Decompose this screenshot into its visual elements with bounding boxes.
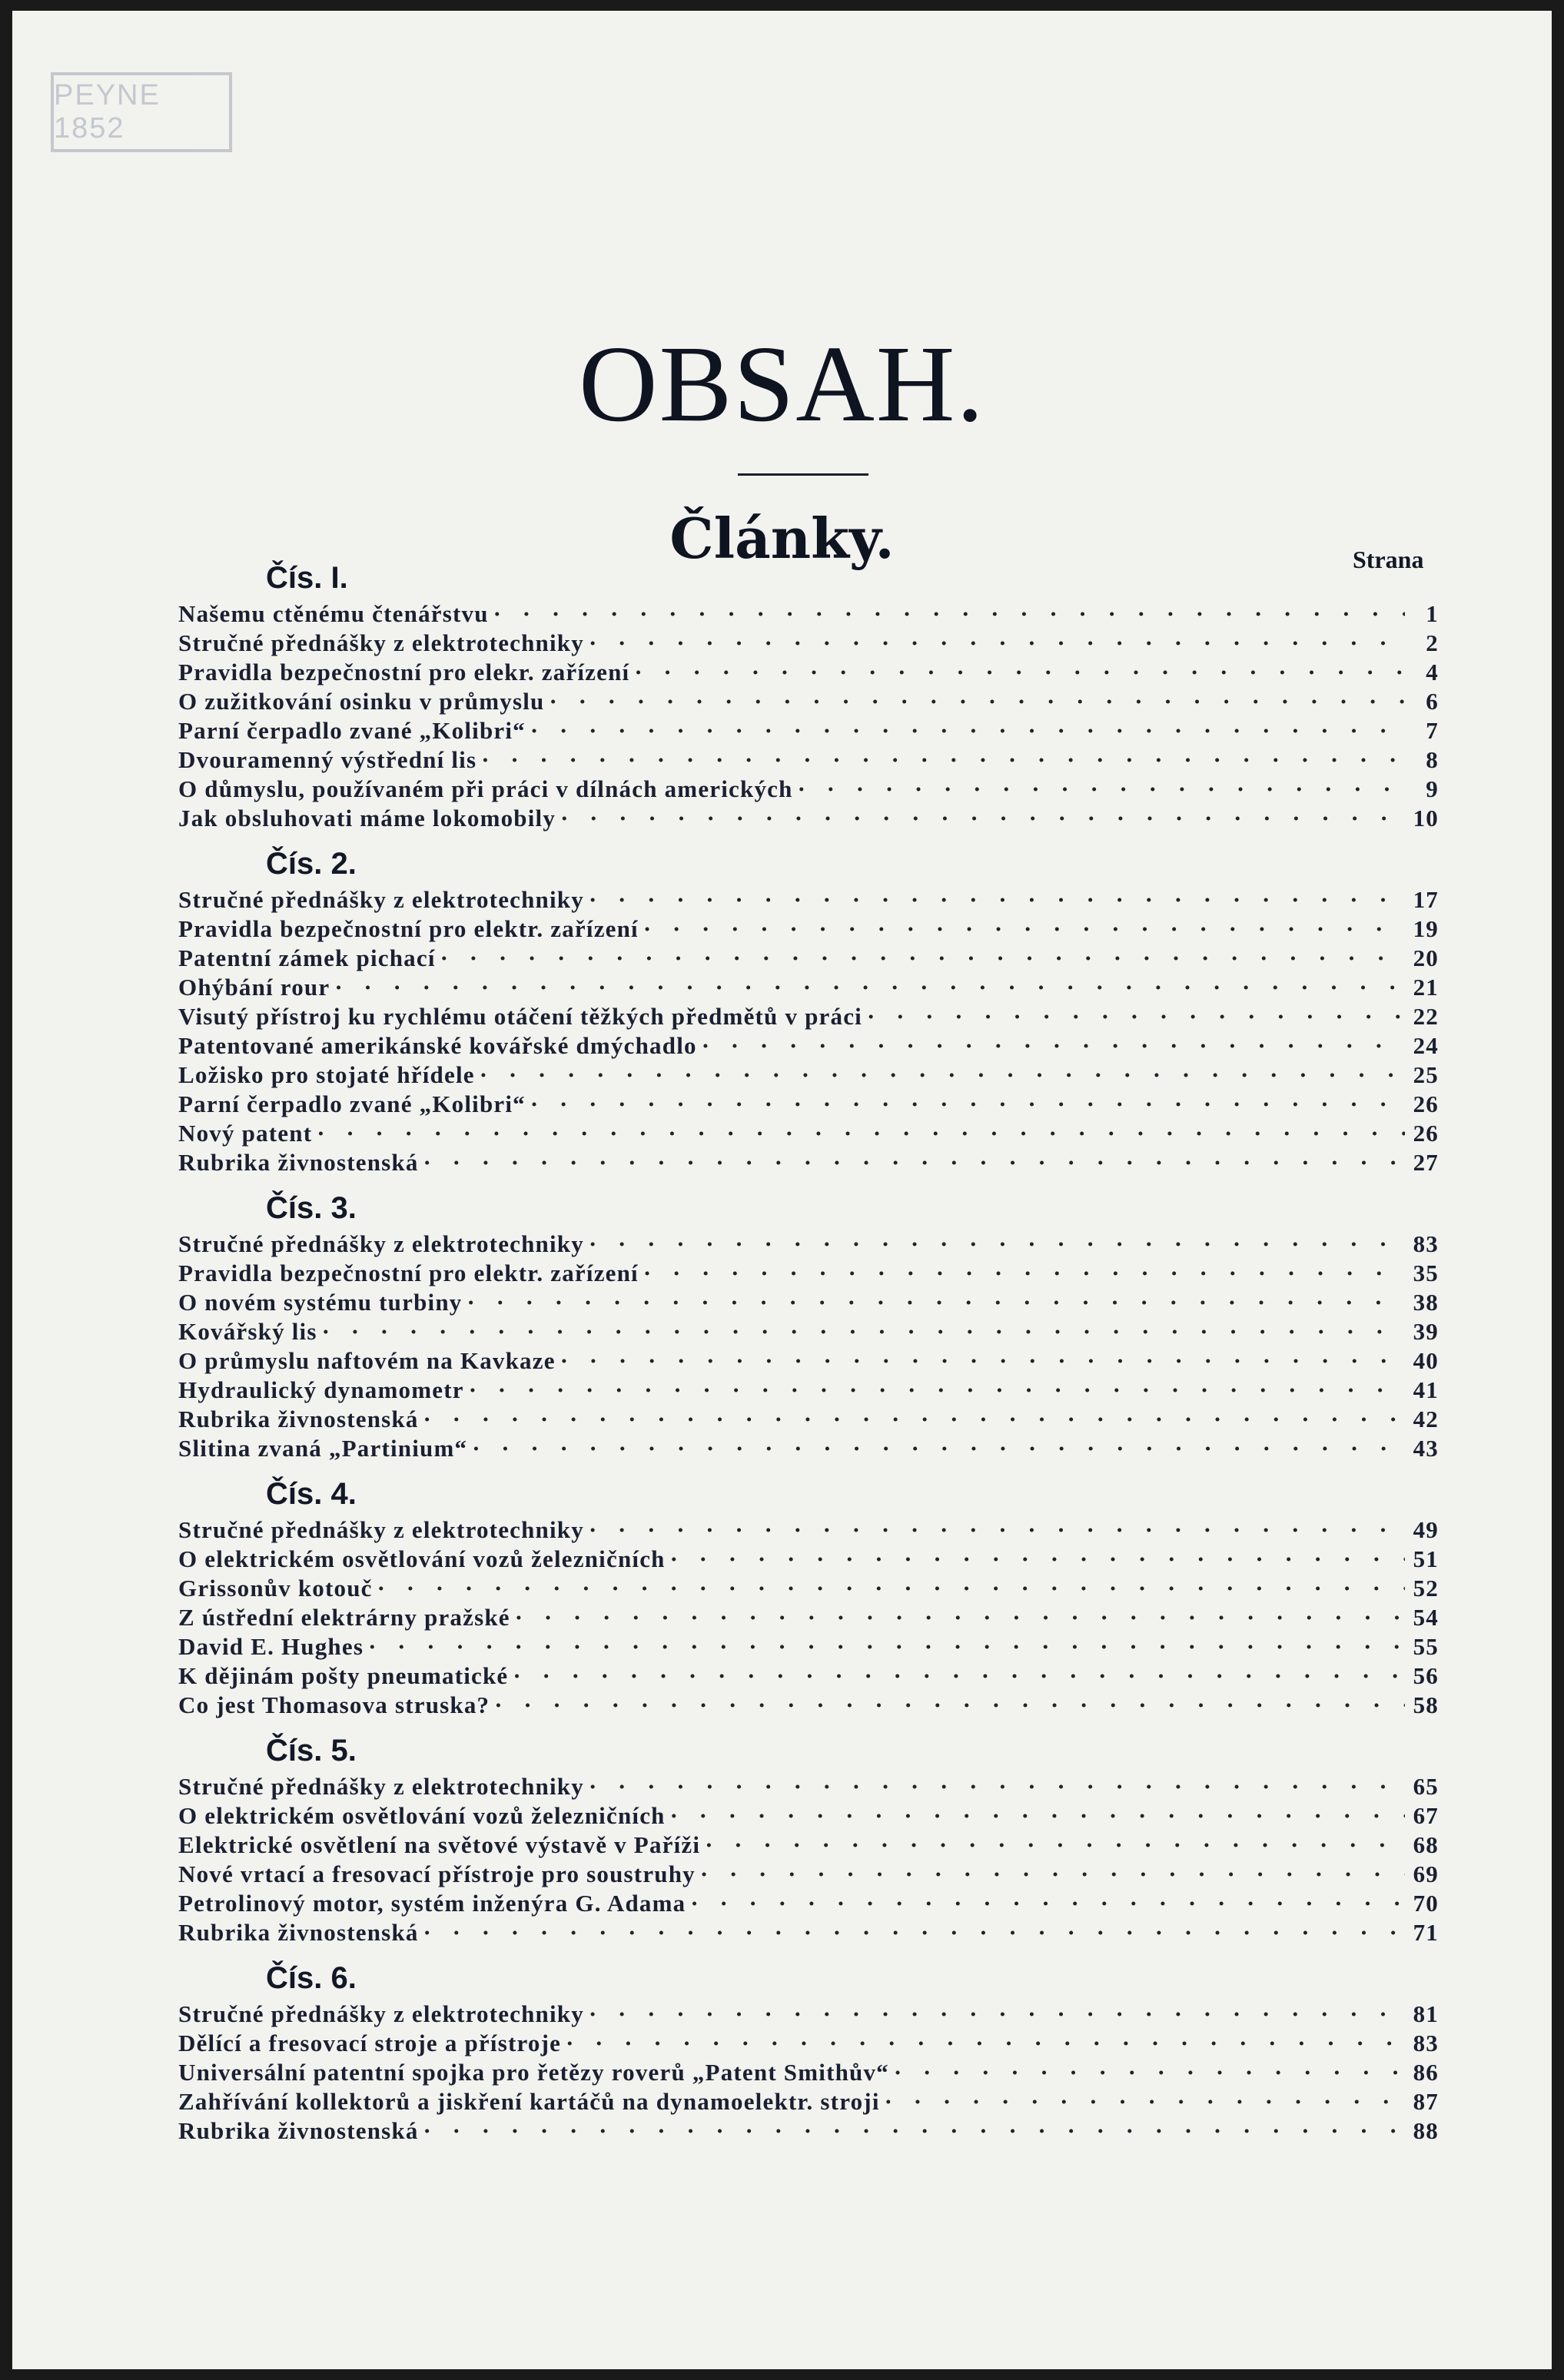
table-of-contents xyxy=(178,556,1439,2146)
entry-page-number: 86 xyxy=(1413,2059,1439,2086)
dot-leader xyxy=(561,2029,1405,2058)
entry-title: O průmyslu naftovém na Kavkaze xyxy=(178,1347,556,1374)
entry-page-number: 87 xyxy=(1413,2088,1439,2115)
entry-title: Universální patentní spojka pro řetězy roverů „Patent Smithův“ xyxy=(178,2059,889,2086)
dot-leader xyxy=(317,1317,1405,1346)
entry-title: Stručné přednášky z elektrotechniky xyxy=(178,1230,584,1257)
entry-page-number: 19 xyxy=(1413,915,1439,942)
entry-title: Hydraulický dynamometr xyxy=(178,1376,464,1403)
entry-title: Kovářský lis xyxy=(178,1318,317,1345)
library-stamp: PEYNE 1852 xyxy=(51,72,232,152)
toc-entry xyxy=(178,1772,1439,1801)
toc-entry xyxy=(178,2058,1439,2087)
entry-page-number: 24 xyxy=(1413,1032,1439,1059)
toc-entry xyxy=(178,973,1439,1002)
entry-title: Elektrické osvětlení na světové výstavě v Paříži xyxy=(178,1831,701,1858)
entry-title: K dějinám pošty pneumatické xyxy=(178,1662,509,1689)
section-heading: Články. xyxy=(669,506,895,571)
toc-entry xyxy=(178,1545,1439,1574)
toc-entry xyxy=(178,745,1439,775)
entry-title: Nový patent xyxy=(178,1120,313,1147)
toc-entry xyxy=(178,1230,1439,1259)
toc-entry xyxy=(178,1889,1439,1918)
entry-page-number: 10 xyxy=(1413,805,1439,832)
dot-leader xyxy=(584,2000,1405,2029)
title-divider xyxy=(738,473,868,476)
dot-leader xyxy=(889,2058,1405,2087)
entry-title: Stručné přednášky z elektrotechniky xyxy=(178,629,584,656)
dot-leader xyxy=(700,1831,1405,1860)
dot-leader xyxy=(330,973,1405,1002)
toc-entry xyxy=(178,1090,1439,1119)
entry-title: Ohýbání rour xyxy=(178,974,330,1001)
entry-page-number: 6 xyxy=(1426,688,1439,715)
entry-title: Stručné přednášky z elektrotechniky xyxy=(178,886,584,913)
dot-leader xyxy=(584,629,1405,658)
entry-title: Rubrika živnostenská xyxy=(178,2117,419,2144)
entry-page-number: 4 xyxy=(1426,659,1439,685)
dot-leader xyxy=(419,1148,1405,1177)
dot-leader xyxy=(584,885,1405,914)
toc-entry xyxy=(178,716,1439,745)
entry-page-number: 58 xyxy=(1413,1691,1439,1718)
dot-leader xyxy=(697,1031,1405,1061)
toc-entry xyxy=(178,2087,1439,2116)
entry-title: Stručné přednášky z elektrotechniky xyxy=(178,2000,584,2027)
entry-title: Rubrika živnostenská xyxy=(178,1406,419,1432)
dot-leader xyxy=(508,1661,1405,1691)
issue-heading: Čís. 3. xyxy=(266,1191,357,1225)
entry-title: Pravidla bezpečnostní pro elektr. zařízení xyxy=(178,1260,639,1286)
entry-page-number: 65 xyxy=(1413,1773,1439,1800)
toc-entry xyxy=(178,1603,1439,1632)
toc-entry xyxy=(178,1831,1439,1860)
entry-title: Dělící a fresovací stroje a přístroje xyxy=(178,2030,562,2056)
toc-entry xyxy=(178,944,1439,973)
toc-entry xyxy=(178,1346,1439,1376)
toc-entry xyxy=(178,1288,1439,1317)
toc-entry xyxy=(178,1061,1439,1090)
entry-page-number: 7 xyxy=(1426,717,1439,744)
issue-heading: Čís. 5. xyxy=(266,1734,357,1768)
entry-page-number: 40 xyxy=(1413,1347,1439,1374)
entry-page-number: 49 xyxy=(1413,1516,1439,1543)
entry-title: Co jest Thomasova struska? xyxy=(178,1691,490,1718)
dot-leader xyxy=(490,1691,1405,1720)
entry-title: Rubrika živnostenská xyxy=(178,1149,419,1176)
entry-page-number: 52 xyxy=(1413,1575,1439,1602)
entry-title: O elektrickém osvětlování vozů železničních xyxy=(178,1545,666,1572)
entry-page-number: 8 xyxy=(1426,746,1439,773)
toc-entry xyxy=(178,775,1439,804)
entry-page-number: 39 xyxy=(1413,1318,1439,1345)
dot-leader xyxy=(462,1288,1405,1317)
dot-leader xyxy=(419,2116,1405,2146)
entry-page-number: 83 xyxy=(1413,2030,1439,2056)
dot-leader xyxy=(686,1889,1405,1918)
toc-entry xyxy=(178,885,1439,914)
dot-leader xyxy=(467,1434,1405,1463)
entry-page-number: 38 xyxy=(1413,1289,1439,1316)
dot-leader xyxy=(880,2087,1405,2116)
entry-title: Visutý přístroj ku rychlému otáčení těžkých předmětů v práci xyxy=(178,1003,862,1030)
dot-leader xyxy=(556,804,1405,833)
dot-leader xyxy=(419,1918,1405,1947)
entry-page-number: 21 xyxy=(1413,974,1439,1001)
dot-leader xyxy=(312,1119,1405,1148)
entry-page-number: 1 xyxy=(1426,600,1439,627)
entry-page-number: 68 xyxy=(1413,1831,1439,1858)
entry-title: Parní čerpadlo zvané „Kolibri“ xyxy=(178,1090,526,1117)
toc-entry xyxy=(178,804,1439,833)
entry-title: O zužitkování osinku v průmyslu xyxy=(178,688,545,715)
page-title: OBSAH. xyxy=(579,323,985,444)
entry-page-number: 41 xyxy=(1413,1376,1439,1403)
toc-entry xyxy=(178,1119,1439,1148)
dot-leader xyxy=(544,687,1405,716)
entry-page-number: 26 xyxy=(1413,1090,1439,1117)
entry-page-number: 25 xyxy=(1413,1061,1439,1088)
dot-leader xyxy=(666,1801,1405,1831)
dot-leader xyxy=(510,1603,1405,1632)
toc-entry xyxy=(178,1574,1439,1603)
toc-entry xyxy=(178,1031,1439,1061)
toc-entry xyxy=(178,1515,1439,1545)
entry-page-number: 42 xyxy=(1413,1406,1439,1432)
entry-page-number: 43 xyxy=(1413,1435,1439,1462)
dot-leader xyxy=(584,1230,1405,1259)
entry-page-number: 9 xyxy=(1426,775,1439,802)
entry-title: Grissonův kotouč xyxy=(178,1575,373,1602)
toc-entry xyxy=(178,1801,1439,1831)
entry-title: Jak obsluhovati máme lokomobily xyxy=(178,805,556,832)
dot-leader xyxy=(862,1002,1405,1031)
entry-page-number: 67 xyxy=(1413,1802,1439,1829)
dot-leader xyxy=(373,1574,1405,1603)
entry-page-number: 35 xyxy=(1413,1260,1439,1286)
entry-page-number: 71 xyxy=(1413,1919,1439,1946)
page-column-header: Strana xyxy=(1353,546,1424,573)
toc-entry xyxy=(178,687,1439,716)
toc-entry xyxy=(178,1376,1439,1405)
entry-title: Ložisko pro stojaté hřídele xyxy=(178,1061,475,1088)
entry-title: Z ústřední elektrárny pražské xyxy=(178,1604,510,1631)
dot-leader xyxy=(639,914,1405,944)
entry-title: O důmyslu, používaném při práci v dílnách amerických xyxy=(178,775,793,802)
toc-entry xyxy=(178,1860,1439,1889)
dot-leader xyxy=(793,775,1405,804)
dot-leader xyxy=(526,1090,1405,1119)
entry-page-number: 51 xyxy=(1413,1545,1439,1572)
entry-title: Patentované amerikánské kovářské dmýchadlo xyxy=(178,1032,697,1059)
entry-page-number: 55 xyxy=(1413,1633,1439,1660)
dot-leader xyxy=(584,1515,1405,1545)
toc-entry xyxy=(178,2116,1439,2146)
dot-leader xyxy=(696,1860,1405,1889)
toc-entry xyxy=(178,1918,1439,1947)
entry-title: O elektrickém osvětlování vozů železničních xyxy=(178,1802,666,1829)
issue-heading: Čís. 2. xyxy=(266,847,357,881)
issue-heading: Čís. 6. xyxy=(266,1961,357,1995)
entry-page-number: 20 xyxy=(1413,944,1439,971)
entry-title: Stručné přednášky z elektrotechniky xyxy=(178,1773,584,1800)
toc-entry xyxy=(178,2029,1439,2058)
entry-title: Patentní zámek pichací xyxy=(178,944,436,971)
dot-leader xyxy=(556,1346,1405,1376)
entry-page-number: 54 xyxy=(1413,1604,1439,1631)
entry-page-number: 81 xyxy=(1413,2000,1439,2027)
toc-entry xyxy=(178,1691,1439,1720)
entry-title: David E. Hughes xyxy=(178,1633,364,1660)
entry-page-number: 88 xyxy=(1413,2117,1439,2144)
entry-page-number: 56 xyxy=(1413,1662,1439,1689)
toc-entry xyxy=(178,2000,1439,2029)
entry-title: Petrolinový motor, systém inženýra G. Adama xyxy=(178,1890,686,1917)
entry-title: Rubrika živnostenská xyxy=(178,1919,419,1946)
dot-leader xyxy=(489,599,1405,629)
entry-title: Dvouramenný výstřední lis xyxy=(178,746,477,773)
dot-leader xyxy=(526,716,1405,745)
entry-page-number: 26 xyxy=(1413,1120,1439,1147)
toc-entry xyxy=(178,1405,1439,1434)
entry-page-number: 27 xyxy=(1413,1149,1439,1176)
dot-leader xyxy=(629,658,1405,687)
dot-leader xyxy=(464,1376,1405,1405)
entry-title: Pravidla bezpečnostní pro elektr. zařízení xyxy=(178,915,639,942)
entry-title: Parní čerpadlo zvané „Kolibri“ xyxy=(178,717,526,744)
entry-title: Našemu ctěnému čtenářstvu xyxy=(178,600,489,627)
toc-entry xyxy=(178,658,1439,687)
dot-leader xyxy=(477,745,1405,775)
entry-page-number: 17 xyxy=(1413,886,1439,913)
toc-entry xyxy=(178,1661,1439,1691)
entry-page-number: 22 xyxy=(1413,1003,1439,1030)
entry-title: Zahřívání kollektorů a jiskření kartáčů na dynamoelektr. stroji xyxy=(178,2088,880,2115)
dot-leader xyxy=(436,944,1405,973)
entry-page-number: 83 xyxy=(1413,1230,1439,1257)
entry-title: Slitina zvaná „Partinium“ xyxy=(178,1435,468,1462)
dot-leader xyxy=(639,1259,1405,1288)
entry-title: Nové vrtací a fresovací přístroje pro soustruhy xyxy=(178,1861,696,1887)
toc-entry xyxy=(178,1259,1439,1288)
toc-entry xyxy=(178,1317,1439,1346)
entry-title: Pravidla bezpečnostní pro elekr. zařízení xyxy=(178,659,630,685)
entry-page-number: 2 xyxy=(1426,629,1439,656)
entry-page-number: 69 xyxy=(1413,1861,1439,1887)
dot-leader xyxy=(666,1545,1405,1574)
toc-entry xyxy=(178,1434,1439,1463)
dot-leader xyxy=(584,1772,1405,1801)
issue-heading: Čís. I. xyxy=(266,561,348,595)
entry-page-number: 70 xyxy=(1413,1890,1439,1917)
toc-entry xyxy=(178,629,1439,658)
entry-title: O novém systému turbiny xyxy=(178,1289,463,1316)
toc-entry xyxy=(178,599,1439,629)
toc-entry xyxy=(178,914,1439,944)
entry-title: Stručné přednášky z elektrotechniky xyxy=(178,1516,584,1543)
dot-leader xyxy=(419,1405,1405,1434)
toc-entry xyxy=(178,1002,1439,1031)
toc-entry xyxy=(178,1148,1439,1177)
dot-leader xyxy=(475,1061,1405,1090)
toc-entry xyxy=(178,1632,1439,1661)
issue-heading: Čís. 4. xyxy=(266,1477,357,1511)
dot-leader xyxy=(364,1632,1405,1661)
